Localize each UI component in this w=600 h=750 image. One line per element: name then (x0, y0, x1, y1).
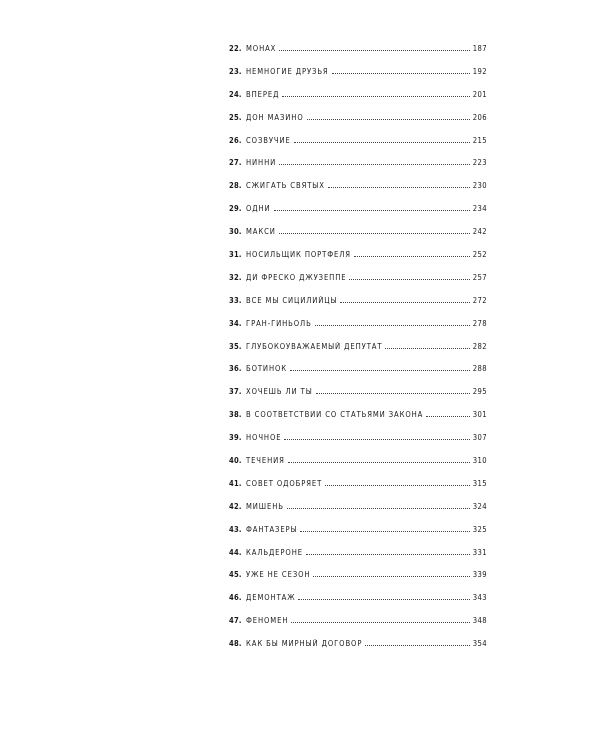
dot-leader (279, 50, 469, 51)
chapter-number: 23. (229, 66, 242, 76)
chapter-number: 36. (229, 364, 242, 374)
chapter-number: 30. (229, 227, 242, 237)
dot-leader (315, 325, 470, 326)
toc-entry (229, 319, 487, 342)
chapter-title: ВСЕ МЫ СИЦИЛИЙЦЫ (246, 295, 338, 305)
dot-leader (306, 554, 470, 555)
chapter-title: СОВЕТ ОДОБРЯЕТ (246, 478, 323, 488)
toc-entry (229, 181, 487, 204)
toc-entry (229, 479, 487, 502)
page-number: 324 (472, 501, 487, 511)
toc-entry (229, 67, 487, 90)
chapter-title: КАК БЫ МИРНЫЙ ДОГОВОР (246, 639, 363, 649)
page-number: 192 (472, 66, 487, 76)
toc-entry (229, 44, 487, 67)
dot-leader (328, 187, 470, 188)
chapter-number: 43. (229, 524, 242, 534)
chapter-number: 41. (229, 478, 242, 488)
toc-entry (229, 250, 487, 273)
chapter-title: ГРАН-ГИНЬОЛЬ (246, 318, 312, 328)
chapter-title: ГЛУБОКОУВАЖАЕМЫЙ ДЕПУТАТ (246, 341, 383, 351)
toc-entry (229, 410, 487, 433)
chapter-title: В СООТВЕТСТВИИ СО СТАТЬЯМИ ЗАКОНА (246, 410, 424, 420)
toc-entry (229, 227, 487, 250)
chapter-title: УЖЕ НЕ СЕЗОН (246, 570, 311, 580)
page-number: 295 (472, 387, 487, 397)
toc-entry (229, 90, 487, 113)
page-number: 331 (472, 547, 487, 557)
toc-entry (229, 456, 487, 479)
dot-leader (354, 256, 470, 257)
page-number: 288 (472, 364, 487, 374)
chapter-number: 39. (229, 433, 242, 443)
page-number: 223 (472, 158, 487, 168)
page-number: 325 (472, 524, 487, 534)
page-number: 307 (472, 433, 487, 443)
chapter-number: 35. (229, 341, 242, 351)
chapter-number: 45. (229, 570, 242, 580)
chapter-title: КАЛЬДЕРОНЕ (246, 547, 303, 557)
page-number: 315 (472, 478, 487, 488)
dot-leader (288, 462, 470, 463)
chapter-number: 38. (229, 410, 242, 420)
dot-leader (294, 142, 470, 143)
chapter-number: 28. (229, 181, 242, 191)
page-number: 230 (472, 181, 487, 191)
chapter-number: 22. (229, 44, 242, 53)
chapter-number: 29. (229, 204, 242, 214)
dot-leader (287, 508, 470, 509)
dot-leader (340, 302, 469, 303)
chapter-number: 32. (229, 272, 242, 282)
chapter-title: ТЕЧЕНИЯ (246, 456, 285, 466)
dot-leader (332, 73, 470, 74)
toc-entry (229, 433, 487, 456)
dot-leader (279, 233, 470, 234)
toc-entry (229, 158, 487, 181)
dot-leader (300, 531, 469, 532)
chapter-title: НОСИЛЬЩИК ПОРТФЕЛЯ (246, 250, 351, 260)
dot-leader (274, 210, 470, 211)
dot-leader (365, 645, 469, 646)
chapter-title: ХОЧЕШЬ ЛИ ТЫ (246, 387, 313, 397)
page-number: 354 (472, 639, 487, 649)
chapter-title: ФЕНОМЕН (246, 616, 289, 626)
toc-entry (229, 639, 487, 662)
page-number: 272 (472, 295, 487, 305)
toc-entry (229, 364, 487, 387)
chapter-number: 40. (229, 456, 242, 466)
chapter-number: 42. (229, 501, 242, 511)
page-number: 215 (472, 135, 487, 145)
dot-leader (290, 370, 470, 371)
page-number: 343 (472, 593, 487, 603)
toc-entry (229, 136, 487, 159)
page-number: 206 (472, 112, 487, 122)
page-number: 252 (472, 250, 487, 260)
toc-entry (229, 570, 487, 593)
dot-leader (426, 416, 470, 417)
chapter-title: СЖИГАТЬ СВЯТЫХ (246, 181, 325, 191)
chapter-title: НИННИ (246, 158, 277, 168)
page-number: 301 (472, 410, 487, 420)
chapter-number: 48. (229, 639, 242, 649)
chapter-number: 33. (229, 295, 242, 305)
chapter-title: ДОН МАЗИНО (246, 112, 304, 122)
dot-leader (316, 393, 470, 394)
toc-entry (229, 296, 487, 319)
page-number: 257 (472, 272, 487, 282)
toc-entry (229, 113, 487, 136)
table-of-contents (229, 44, 487, 662)
dot-leader (282, 96, 469, 97)
dot-leader (325, 485, 470, 486)
toc-entry (229, 548, 487, 571)
page-number: 201 (472, 89, 487, 99)
page-number: 348 (472, 616, 487, 626)
dot-leader (385, 348, 469, 349)
chapter-number: 37. (229, 387, 242, 397)
chapter-title: СОЗВУЧИЕ (246, 135, 291, 145)
page-number: 242 (472, 227, 487, 237)
chapter-title: МАКСИ (246, 227, 276, 237)
dot-leader (313, 576, 469, 577)
dot-leader (307, 119, 470, 120)
chapter-number: 24. (229, 89, 242, 99)
chapter-title: БОТИНОК (246, 364, 288, 374)
toc-entry (229, 273, 487, 296)
chapter-number: 27. (229, 158, 242, 168)
chapter-number: 25. (229, 112, 242, 122)
chapter-title: ОДНИ (246, 204, 271, 214)
chapter-title: НОЧНОЕ (246, 433, 282, 443)
toc-entry (229, 342, 487, 365)
toc-entry (229, 525, 487, 548)
chapter-title: ДИ ФРЕСКО ДЖУЗЕППЕ (246, 272, 347, 282)
chapter-number: 44. (229, 547, 242, 557)
toc-entry (229, 204, 487, 227)
chapter-number: 47. (229, 616, 242, 626)
page-number: 278 (472, 318, 487, 328)
chapter-number: 26. (229, 135, 242, 145)
chapter-title: МИШЕНЬ (246, 501, 284, 511)
dot-leader (284, 439, 469, 440)
chapter-title: ФАНТАЗЕРЫ (246, 524, 298, 534)
dot-leader (298, 599, 469, 600)
dot-leader (279, 164, 470, 165)
chapter-number: 31. (229, 250, 242, 260)
chapter-title: ВПЕРЕД (246, 89, 280, 99)
dot-leader (349, 279, 469, 280)
page-number: 282 (472, 341, 487, 351)
chapter-title: НЕМНОГИЕ ДРУЗЬЯ (246, 66, 329, 76)
page-number: 339 (472, 570, 487, 580)
page-number: 234 (472, 204, 487, 214)
chapter-title: ДЕМОНТАЖ (246, 593, 296, 603)
chapter-title: МОНАХ (246, 44, 277, 53)
toc-entry (229, 387, 487, 410)
toc-entry (229, 593, 487, 616)
toc-entry (229, 616, 487, 639)
page-number: 310 (472, 456, 487, 466)
chapter-number: 34. (229, 318, 242, 328)
chapter-number: 46. (229, 593, 242, 603)
dot-leader (291, 622, 469, 623)
page-number: 187 (472, 44, 487, 53)
toc-entry (229, 502, 487, 525)
